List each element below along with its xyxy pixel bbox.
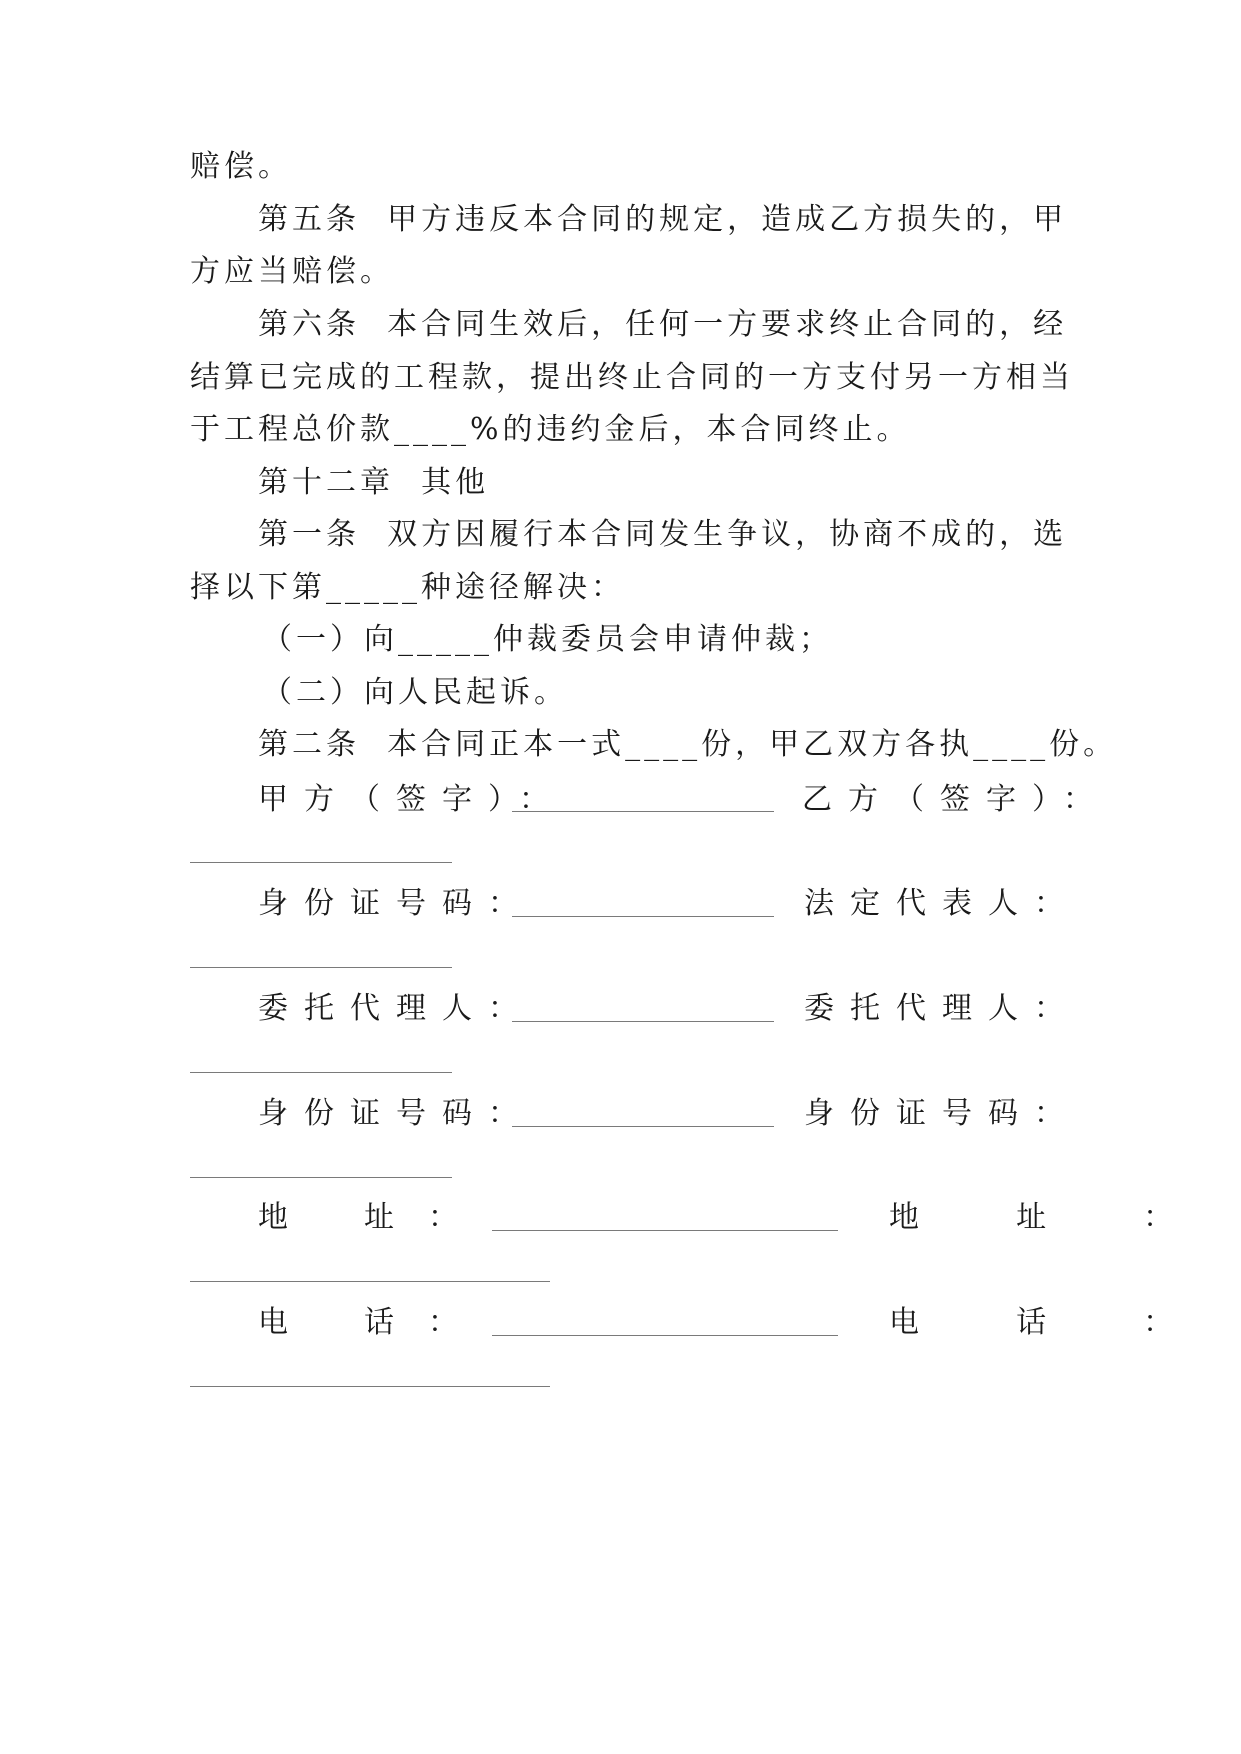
address-b-line <box>190 1281 550 1282</box>
phone-a-line <box>492 1335 838 1336</box>
agent-b-label: 委托代理人： <box>804 991 1080 1026</box>
address-a-char-2: 址 <box>364 1200 394 1235</box>
party-a-sign-line <box>512 811 774 812</box>
id-number-b-label: 身份证号码： <box>804 1096 1080 1131</box>
text-line-9: 择以下第_____种途径解决： <box>190 570 625 605</box>
agent-a-label: 委托代理人： <box>258 991 534 1026</box>
text-line-5: 结算已完成的工程款，提出终止合同的一方支付另一方相当 <box>190 360 1074 395</box>
address-b-label: 地 址 ： <box>889 1200 1200 1235</box>
id-number-a-label: 身份证号码： <box>258 886 534 921</box>
phone-a-char-1: 电 <box>258 1305 288 1340</box>
id-number-a-line <box>512 916 774 917</box>
id-number-b-line <box>190 1177 452 1178</box>
address-a-char-1: 地 <box>258 1200 288 1235</box>
text-line-10: （一）向_____仲裁委员会申请仲裁； <box>262 622 833 657</box>
address-a-line <box>492 1230 838 1231</box>
phone-a-char-2: 话 <box>364 1305 394 1340</box>
phone-b-line <box>190 1386 550 1387</box>
party-a-label: 甲方（签字）： <box>258 782 565 817</box>
text-line-6: 于工程总价款____%的违约金后，本合同终止。 <box>190 412 911 447</box>
address-a-colon: ： <box>428 1200 458 1235</box>
text-line-8: 第一条 双方因履行本合同发生争议，协商不成的，选 <box>258 517 1068 552</box>
legal-rep-label: 法定代表人： <box>804 886 1080 921</box>
id-number-a2-label: 身份证号码： <box>258 1096 534 1131</box>
phone-a-colon: ： <box>428 1305 458 1340</box>
id-number-a2-line <box>512 1126 774 1127</box>
agent-a-line <box>512 1021 774 1022</box>
text-line-1: 赔偿。 <box>190 149 292 184</box>
text-line-2: 第五条 甲方违反本合同的规定，造成乙方损失的，甲 <box>258 202 1068 237</box>
chapter-heading: 第十二章 其他 <box>258 465 490 500</box>
text-line-3: 方应当赔偿。 <box>190 254 394 289</box>
text-line-12: 第二条 本合同正本一式____份，甲乙双方各执____份。 <box>258 727 1118 762</box>
phone-b-label: 电 话 ： <box>889 1305 1200 1340</box>
agent-b-line <box>190 1072 452 1073</box>
party-b-label: 乙方（签字）： <box>802 782 1109 817</box>
text-line-4: 第六条 本合同生效后，任何一方要求终止合同的，经 <box>258 307 1068 342</box>
party-b-sign-line <box>190 862 452 863</box>
text-line-11: （二）向人民起诉。 <box>262 675 568 710</box>
legal-rep-line <box>190 967 452 968</box>
